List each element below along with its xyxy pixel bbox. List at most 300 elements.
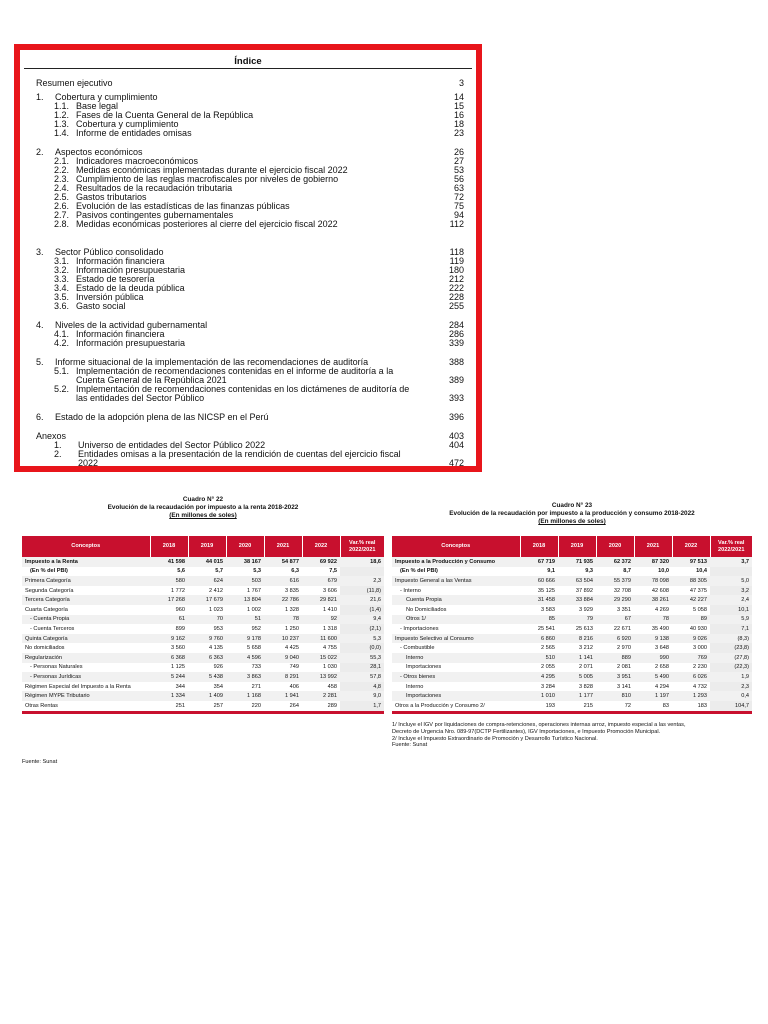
cell-value: (2,1) bbox=[340, 624, 384, 634]
cell-value: 2 970 bbox=[617, 645, 631, 652]
cell-value: 5 658 bbox=[247, 645, 261, 652]
cell-value: 32 708 bbox=[613, 587, 631, 594]
index-entry-number: 2.4. bbox=[54, 183, 70, 193]
cell-value: 55,3 bbox=[340, 653, 384, 663]
index-entry-page: 222 bbox=[448, 283, 464, 293]
table-row bbox=[392, 567, 752, 577]
table-row bbox=[392, 615, 752, 625]
row-concept: - Cuenta Terceros bbox=[30, 625, 75, 632]
index-entry-label: Niveles de la actividad gubernamental bbox=[55, 320, 208, 330]
cell-value: 3 560 bbox=[171, 645, 185, 652]
footnote-line: Fuente: Sunat bbox=[392, 742, 428, 749]
column-header: 2022 bbox=[672, 536, 710, 557]
cell-value: 29 290 bbox=[596, 595, 634, 605]
index-entry-label: Gastos tributarios bbox=[76, 192, 147, 202]
cell-value: 2 658 bbox=[655, 664, 669, 671]
row-concept: Segunda Categoría bbox=[25, 587, 74, 594]
cell-value: 104,7 bbox=[710, 701, 752, 712]
table-row bbox=[22, 663, 384, 673]
table-row bbox=[392, 701, 752, 712]
cell-value: 4,8 bbox=[340, 682, 384, 692]
cell-value: 1 293 bbox=[672, 691, 710, 701]
index-entry-label: Inversión pública bbox=[76, 292, 144, 302]
cell-value: 220 bbox=[226, 701, 264, 712]
cell-value: 9 026 bbox=[672, 634, 710, 644]
cell-value: 85 bbox=[520, 615, 558, 625]
table-row bbox=[22, 691, 384, 701]
index-entry-label: Cuenta General de la República 2021 bbox=[76, 375, 227, 385]
cell-value: 3 828 bbox=[579, 683, 593, 690]
index-entry-label: Pasivos contingentes gubernamentales bbox=[76, 210, 234, 220]
table-row bbox=[392, 595, 752, 605]
cell-value: 5,6 bbox=[177, 568, 185, 575]
index-entry-page: 75 bbox=[453, 201, 464, 211]
row-concept: Otras Rentas bbox=[22, 701, 150, 712]
index-entry-label: Información financiera bbox=[76, 329, 165, 339]
table-row bbox=[22, 567, 384, 577]
cell-value: 5 005 bbox=[558, 672, 596, 682]
cell-value: 510 bbox=[520, 653, 558, 663]
index-entry-number: 3. bbox=[36, 247, 44, 257]
cell-value: 63 504 bbox=[558, 576, 596, 586]
index-entry bbox=[20, 128, 476, 138]
cell-value: 40 930 bbox=[689, 625, 707, 632]
index-entry-page: 63 bbox=[453, 183, 464, 193]
row-concept: Cuarta Categoría bbox=[25, 606, 68, 613]
cell-value: 17 268 bbox=[150, 595, 188, 605]
cell-value: 990 bbox=[634, 653, 672, 663]
index-entry-number: 2. bbox=[54, 449, 62, 459]
index-entry-label: Estado de la adopción plena de las NICSP en el Perú bbox=[55, 412, 269, 422]
cell-value: 13 992 bbox=[302, 672, 340, 682]
cell-value: 67 bbox=[596, 615, 634, 625]
cell-value: 9 178 bbox=[226, 634, 264, 644]
cell-value: 3 351 bbox=[617, 606, 631, 613]
index-entry-page: 255 bbox=[448, 301, 464, 311]
cell-value: 5 490 bbox=[634, 672, 672, 682]
cell-value: 1 168 bbox=[226, 691, 264, 701]
cell-value: 926 bbox=[213, 664, 223, 671]
cell-value: 6 860 bbox=[520, 634, 558, 644]
cell-value: 5 438 bbox=[188, 672, 226, 682]
cell-value bbox=[340, 567, 384, 577]
cell-value: 749 bbox=[289, 664, 299, 671]
cell-value: 2 055 bbox=[541, 664, 555, 671]
table-row bbox=[392, 643, 752, 653]
index-entry-page: 286 bbox=[448, 329, 464, 339]
cell-value: 25 613 bbox=[575, 625, 593, 632]
cell-value: 57,8 bbox=[340, 672, 384, 682]
cell-value: 354 bbox=[213, 683, 223, 690]
cell-value: (1,4) bbox=[340, 605, 384, 615]
index-entry-number: 3.2. bbox=[54, 265, 70, 275]
index-entry bbox=[20, 219, 476, 229]
cell-value: 3 284 bbox=[541, 683, 555, 690]
index-entry-number: 1.4. bbox=[54, 128, 70, 138]
cell-value: 5,7 bbox=[215, 568, 223, 575]
cell-value: 9 760 bbox=[188, 634, 226, 644]
cell-value: 4 425 bbox=[285, 645, 299, 652]
cell-value: 3 648 bbox=[655, 645, 669, 652]
cell-value: 79 bbox=[558, 615, 596, 625]
index-entry-number: 2.7. bbox=[54, 210, 70, 220]
cell-value: 406 bbox=[289, 683, 299, 690]
cell-value: 47 375 bbox=[689, 587, 707, 594]
cell-value: 9,4 bbox=[340, 615, 384, 625]
index-entry bbox=[20, 393, 476, 403]
cell-value: (22,3) bbox=[710, 663, 752, 673]
cell-value: 899 bbox=[175, 625, 185, 632]
index-entry-page: 212 bbox=[448, 274, 464, 284]
table-row bbox=[22, 595, 384, 605]
cell-value: 25 541 bbox=[537, 625, 555, 632]
table-row bbox=[22, 682, 384, 692]
cell-value: 44 015 bbox=[188, 557, 226, 567]
cell-value: 35 125 bbox=[537, 587, 555, 594]
cuadro-22-footnotes bbox=[22, 759, 57, 766]
index-entry-page: 16 bbox=[453, 110, 464, 120]
cell-value bbox=[710, 567, 752, 577]
title-divider bbox=[24, 68, 472, 69]
index-entry-page: 3 bbox=[458, 78, 464, 88]
cell-value: 51 bbox=[226, 615, 264, 625]
index-entry-number: 3.1. bbox=[54, 256, 70, 266]
row-concept: Importaciones bbox=[392, 691, 520, 701]
cell-value: (27,8) bbox=[710, 653, 752, 663]
cell-value: 1 023 bbox=[209, 606, 223, 613]
table-row bbox=[22, 624, 384, 634]
cell-value: 9,0 bbox=[340, 691, 384, 701]
cell-value: 1 002 bbox=[247, 606, 261, 613]
cell-value: 2,4 bbox=[710, 595, 752, 605]
index-entry-label: Información presupuestaria bbox=[76, 265, 186, 275]
index-entry-label: Evolución de las estadísticas de las finanzas públicas bbox=[76, 201, 290, 211]
index-entry-number: 2.2. bbox=[54, 165, 70, 175]
row-concept: Importaciones bbox=[406, 664, 442, 671]
cuadro-22-units: (En millones de soles) bbox=[169, 512, 237, 519]
index-entry-number: 4. bbox=[36, 320, 44, 330]
row-concept: Interno bbox=[406, 683, 424, 690]
cell-value: 503 bbox=[226, 576, 264, 586]
cuadro-22 bbox=[22, 496, 384, 786]
table-row bbox=[392, 624, 752, 634]
index-entry-page: 18 bbox=[453, 119, 464, 129]
index-entry-page: 56 bbox=[453, 174, 464, 184]
cell-value: 78 bbox=[634, 615, 672, 625]
cell-value: 2 565 bbox=[541, 645, 555, 652]
index-entry-page: 53 bbox=[453, 165, 464, 175]
index-entry-number: 5. bbox=[36, 357, 44, 367]
index-entry-number: 1. bbox=[36, 92, 44, 102]
index-entry-label: 2022 bbox=[78, 458, 99, 468]
cell-value: 8,7 bbox=[623, 568, 631, 575]
cell-value: 4 755 bbox=[323, 645, 337, 652]
cuadro-22-title: Cuadro N° 22 bbox=[182, 496, 224, 503]
cell-value: 1 410 bbox=[323, 606, 337, 613]
cell-value: 15 022 bbox=[302, 653, 340, 663]
cell-value: 35 490 bbox=[651, 625, 669, 632]
cell-value: 264 bbox=[264, 701, 302, 712]
index-entry-number: 1. bbox=[54, 440, 62, 450]
column-header: Conceptos bbox=[22, 536, 150, 557]
index-entry-number: 1.2. bbox=[54, 110, 70, 120]
index-entry-page: 396 bbox=[448, 412, 464, 422]
row-concept: Impuesto Selectivo al Consumo bbox=[392, 634, 520, 644]
row-concept: - Combustible bbox=[400, 645, 435, 652]
index-entry-label: Informe de entidades omisas bbox=[76, 128, 192, 138]
cell-value: 54 877 bbox=[264, 557, 302, 567]
cell-value: 4 732 bbox=[693, 683, 707, 690]
cell-value: (23,8) bbox=[710, 643, 752, 653]
row-concept: Tercera Categoría bbox=[22, 595, 150, 605]
cuadro-22-subtitle: Evolución de la recaudación por impuesto a la renta 2018-2022 bbox=[107, 504, 299, 511]
row-concept: Impuesto a la Renta bbox=[22, 557, 150, 567]
cell-value: 11 600 bbox=[302, 634, 340, 644]
cell-value: 889 bbox=[596, 653, 634, 663]
cell-value: 2 412 bbox=[209, 587, 223, 594]
table-row bbox=[392, 634, 752, 644]
index-entry-page: 472 bbox=[448, 458, 464, 468]
row-concept: Régimen MYPE Tributario bbox=[22, 691, 150, 701]
index-entry bbox=[20, 338, 476, 348]
cell-value: 289 bbox=[302, 701, 340, 712]
index-title: Índice bbox=[234, 56, 262, 67]
cell-value: 1 177 bbox=[558, 691, 596, 701]
index-entry-page: 388 bbox=[448, 357, 464, 367]
cell-value: 9,1 bbox=[547, 568, 555, 575]
column-header: 2018 bbox=[520, 536, 558, 557]
row-concept: Otros 1/ bbox=[392, 615, 520, 625]
cell-value: 769 bbox=[672, 653, 710, 663]
row-concept: Impuesto General a las Ventas bbox=[392, 576, 520, 586]
table-row bbox=[22, 557, 384, 567]
cell-value: 31 458 bbox=[520, 595, 558, 605]
cell-value: 2 081 bbox=[617, 664, 631, 671]
index-entry-number: 3.4. bbox=[54, 283, 70, 293]
index-entry-page: 27 bbox=[453, 156, 464, 166]
row-concept: - Cuenta Propia bbox=[22, 615, 150, 625]
footnote-line: 1/ Incluye el IGV por liquidaciones de compra-retenciones, operaciones internas arroz, impuesto especial a las ventas, bbox=[392, 722, 686, 728]
cell-value: 2 071 bbox=[579, 664, 593, 671]
cell-value: 183 bbox=[672, 701, 710, 712]
index-entry-number: 4.2. bbox=[54, 338, 70, 348]
cell-value: 5,3 bbox=[340, 634, 384, 644]
cell-value: 10,1 bbox=[710, 605, 752, 615]
cell-value: 1,9 bbox=[710, 672, 752, 682]
row-concept: - Interno bbox=[400, 587, 421, 594]
cell-value: 3 929 bbox=[579, 606, 593, 613]
cell-value: 9 138 bbox=[634, 634, 672, 644]
cell-value: 10,4 bbox=[696, 568, 707, 575]
column-header: 2020 bbox=[596, 536, 634, 557]
index-entry-label: Cobertura y cumplimiento bbox=[76, 119, 179, 129]
cell-value: 1 250 bbox=[285, 625, 299, 632]
table-row bbox=[22, 605, 384, 615]
index-entry bbox=[20, 458, 476, 468]
cell-value: 7,1 bbox=[710, 624, 752, 634]
index-entry-page: 228 bbox=[448, 292, 464, 302]
index-panel bbox=[14, 44, 482, 472]
column-header: 2021 bbox=[634, 536, 672, 557]
index-entry-label: Medidas económicas posteriores al cierre del ejercicio fiscal 2022 bbox=[76, 219, 338, 229]
cuadro-23-subtitle: Evolución de la recaudación por impuesto a la producción y consumo 2018-2022 bbox=[449, 510, 695, 517]
row-concept: Cuenta Propia bbox=[392, 595, 520, 605]
cell-value: 3 212 bbox=[579, 645, 593, 652]
cell-value: 9 162 bbox=[150, 634, 188, 644]
cell-value: 3 951 bbox=[596, 672, 634, 682]
table-row bbox=[22, 653, 384, 663]
cell-value: 7,5 bbox=[329, 568, 337, 575]
table-row bbox=[22, 615, 384, 625]
index-entry-label: Anexos bbox=[36, 431, 67, 441]
index-entry-label: Implementación de recomendaciones contenidas en los dictámenes de auditoría de bbox=[76, 384, 410, 394]
index-entry bbox=[20, 412, 476, 422]
index-entry-label: Informe situacional de la implementación de las recomendaciones de auditoría bbox=[55, 357, 369, 367]
cell-value: 2 281 bbox=[302, 691, 340, 701]
index-entry-number: 4.1. bbox=[54, 329, 70, 339]
row-concept: Primera Categoría bbox=[22, 576, 150, 586]
table-row bbox=[392, 672, 752, 682]
cell-value: 28,1 bbox=[340, 663, 384, 673]
index-entry-number: 5.1. bbox=[54, 366, 70, 376]
table-row bbox=[22, 576, 384, 586]
cell-value: 3 141 bbox=[617, 683, 631, 690]
index-entry-label: Gasto social bbox=[76, 301, 126, 311]
index-entry-page: 23 bbox=[453, 128, 464, 138]
cell-value: 5,0 bbox=[710, 576, 752, 586]
row-concept: (En % del PBI) bbox=[400, 568, 438, 575]
index-entry-page: 389 bbox=[448, 375, 464, 385]
table-row bbox=[392, 557, 752, 567]
cell-value: 5 244 bbox=[150, 672, 188, 682]
cell-value: 1 328 bbox=[285, 606, 299, 613]
cell-value: 3 835 bbox=[285, 587, 299, 594]
index-entry-number: 2.3. bbox=[54, 174, 70, 184]
footnote-line: Decreto de Urgencia Nro. 089-97(DCTP Fertilizantes), IGV Importaciones, e Impuesto Promoción Municipal. bbox=[392, 728, 661, 735]
cell-value: 21,6 bbox=[340, 595, 384, 605]
index-entry-label: Resumen ejecutivo bbox=[36, 78, 113, 88]
cell-value: 960 bbox=[175, 606, 185, 613]
index-entry-page: 403 bbox=[448, 431, 464, 441]
index-entry-page: 118 bbox=[449, 247, 464, 257]
row-concept: - Personas Jurídicas bbox=[22, 672, 150, 682]
cell-value: 69 922 bbox=[302, 557, 340, 567]
table-row bbox=[392, 605, 752, 615]
cell-value: 3 583 bbox=[541, 606, 555, 613]
index-entry-label: Implementación de recomendaciones contenidas en el informe de auditoría a la bbox=[76, 366, 394, 376]
index-entry-page: 284 bbox=[448, 320, 464, 330]
cell-value: 18,6 bbox=[340, 557, 384, 567]
cell-value: 89 bbox=[672, 615, 710, 625]
cell-value: 1,7 bbox=[340, 701, 384, 712]
cell-value: (8,3) bbox=[710, 634, 752, 644]
cell-value: 60 666 bbox=[520, 576, 558, 586]
index-entry-number: 3.5. bbox=[54, 292, 70, 302]
cell-value: 2,3 bbox=[340, 576, 384, 586]
index-entry bbox=[20, 301, 476, 311]
index-entry-label: Información presupuestaria bbox=[76, 338, 186, 348]
cuadro-23-table bbox=[392, 536, 752, 714]
index-entry-number: 3.3. bbox=[54, 274, 70, 284]
cuadro-23 bbox=[392, 502, 752, 772]
cell-value: 810 bbox=[596, 691, 634, 701]
index-entry-page: 26 bbox=[453, 147, 464, 157]
index-entry-label: Medidas económicas implementadas durante el ejercicio fiscal 2022 bbox=[76, 165, 348, 175]
row-concept: - Otros bienes bbox=[392, 672, 520, 682]
cell-value: 6 363 bbox=[188, 653, 226, 663]
cell-value: 3 863 bbox=[226, 672, 264, 682]
cell-value: 78 bbox=[264, 615, 302, 625]
index-entry-number: 1.1. bbox=[54, 101, 70, 111]
cell-value: 42 608 bbox=[651, 587, 669, 594]
cell-value: 13 804 bbox=[226, 595, 264, 605]
row-concept: - Personas Naturales bbox=[30, 664, 83, 671]
index-entry-number: 1.3. bbox=[54, 119, 70, 129]
cell-value: 458 bbox=[327, 683, 337, 690]
cell-value: 67 719 bbox=[520, 557, 558, 567]
index-entry-page: 14 bbox=[453, 92, 464, 102]
cell-value: 4 596 bbox=[226, 653, 264, 663]
index-entry-number: 2.1. bbox=[54, 156, 70, 166]
cell-value: 1 334 bbox=[150, 691, 188, 701]
cell-value: 9 040 bbox=[264, 653, 302, 663]
row-concept: Interno bbox=[392, 653, 520, 663]
cell-value: 1 409 bbox=[188, 691, 226, 701]
column-header: 2019 bbox=[188, 536, 226, 557]
column-header: Var.% real 2022/2021 bbox=[340, 536, 384, 557]
cell-value: 580 bbox=[150, 576, 188, 586]
cell-value: 1 772 bbox=[171, 587, 185, 594]
cell-value: 1 030 bbox=[323, 664, 337, 671]
cell-value: 679 bbox=[302, 576, 340, 586]
row-concept: - Importaciones bbox=[400, 625, 439, 632]
cell-value: 5,3 bbox=[253, 568, 261, 575]
column-header: 2019 bbox=[558, 536, 596, 557]
table-row bbox=[22, 672, 384, 682]
cell-value: 616 bbox=[264, 576, 302, 586]
cell-value: 8 291 bbox=[264, 672, 302, 682]
cell-value: 251 bbox=[150, 701, 188, 712]
index-entry-label: Aspectos económicos bbox=[55, 147, 143, 157]
cell-value: 55 379 bbox=[596, 576, 634, 586]
table-row bbox=[392, 691, 752, 701]
cell-value: 9,3 bbox=[585, 568, 593, 575]
cell-value: 38 167 bbox=[226, 557, 264, 567]
column-header: 2021 bbox=[264, 536, 302, 557]
cell-value: 953 bbox=[213, 625, 223, 632]
cell-value: 71 935 bbox=[558, 557, 596, 567]
cell-value: 29 821 bbox=[302, 595, 340, 605]
row-concept: No Domiciliados bbox=[406, 606, 447, 613]
row-concept: Quinta Categoría bbox=[22, 634, 150, 644]
cell-value: 83 bbox=[634, 701, 672, 712]
index-entry bbox=[20, 78, 476, 88]
table-row bbox=[392, 663, 752, 673]
cell-value: 61 bbox=[150, 615, 188, 625]
index-entry-number: 3.6. bbox=[54, 301, 70, 311]
index-entry-label: Base legal bbox=[76, 101, 119, 111]
table-row bbox=[392, 586, 752, 596]
footnote-line: Fuente: Sunat bbox=[22, 759, 58, 765]
column-header: Var.% real 2022/2021 bbox=[710, 536, 752, 557]
row-concept: (En % del PBI) bbox=[30, 568, 68, 575]
table-row bbox=[22, 643, 384, 653]
cell-value: 6 920 bbox=[596, 634, 634, 644]
cell-value: 38 261 bbox=[634, 595, 672, 605]
cuadro-23-footnotes bbox=[392, 722, 686, 749]
index-entry-page: 393 bbox=[448, 393, 464, 403]
index-entry-label: Estado de tesorería bbox=[76, 274, 155, 284]
